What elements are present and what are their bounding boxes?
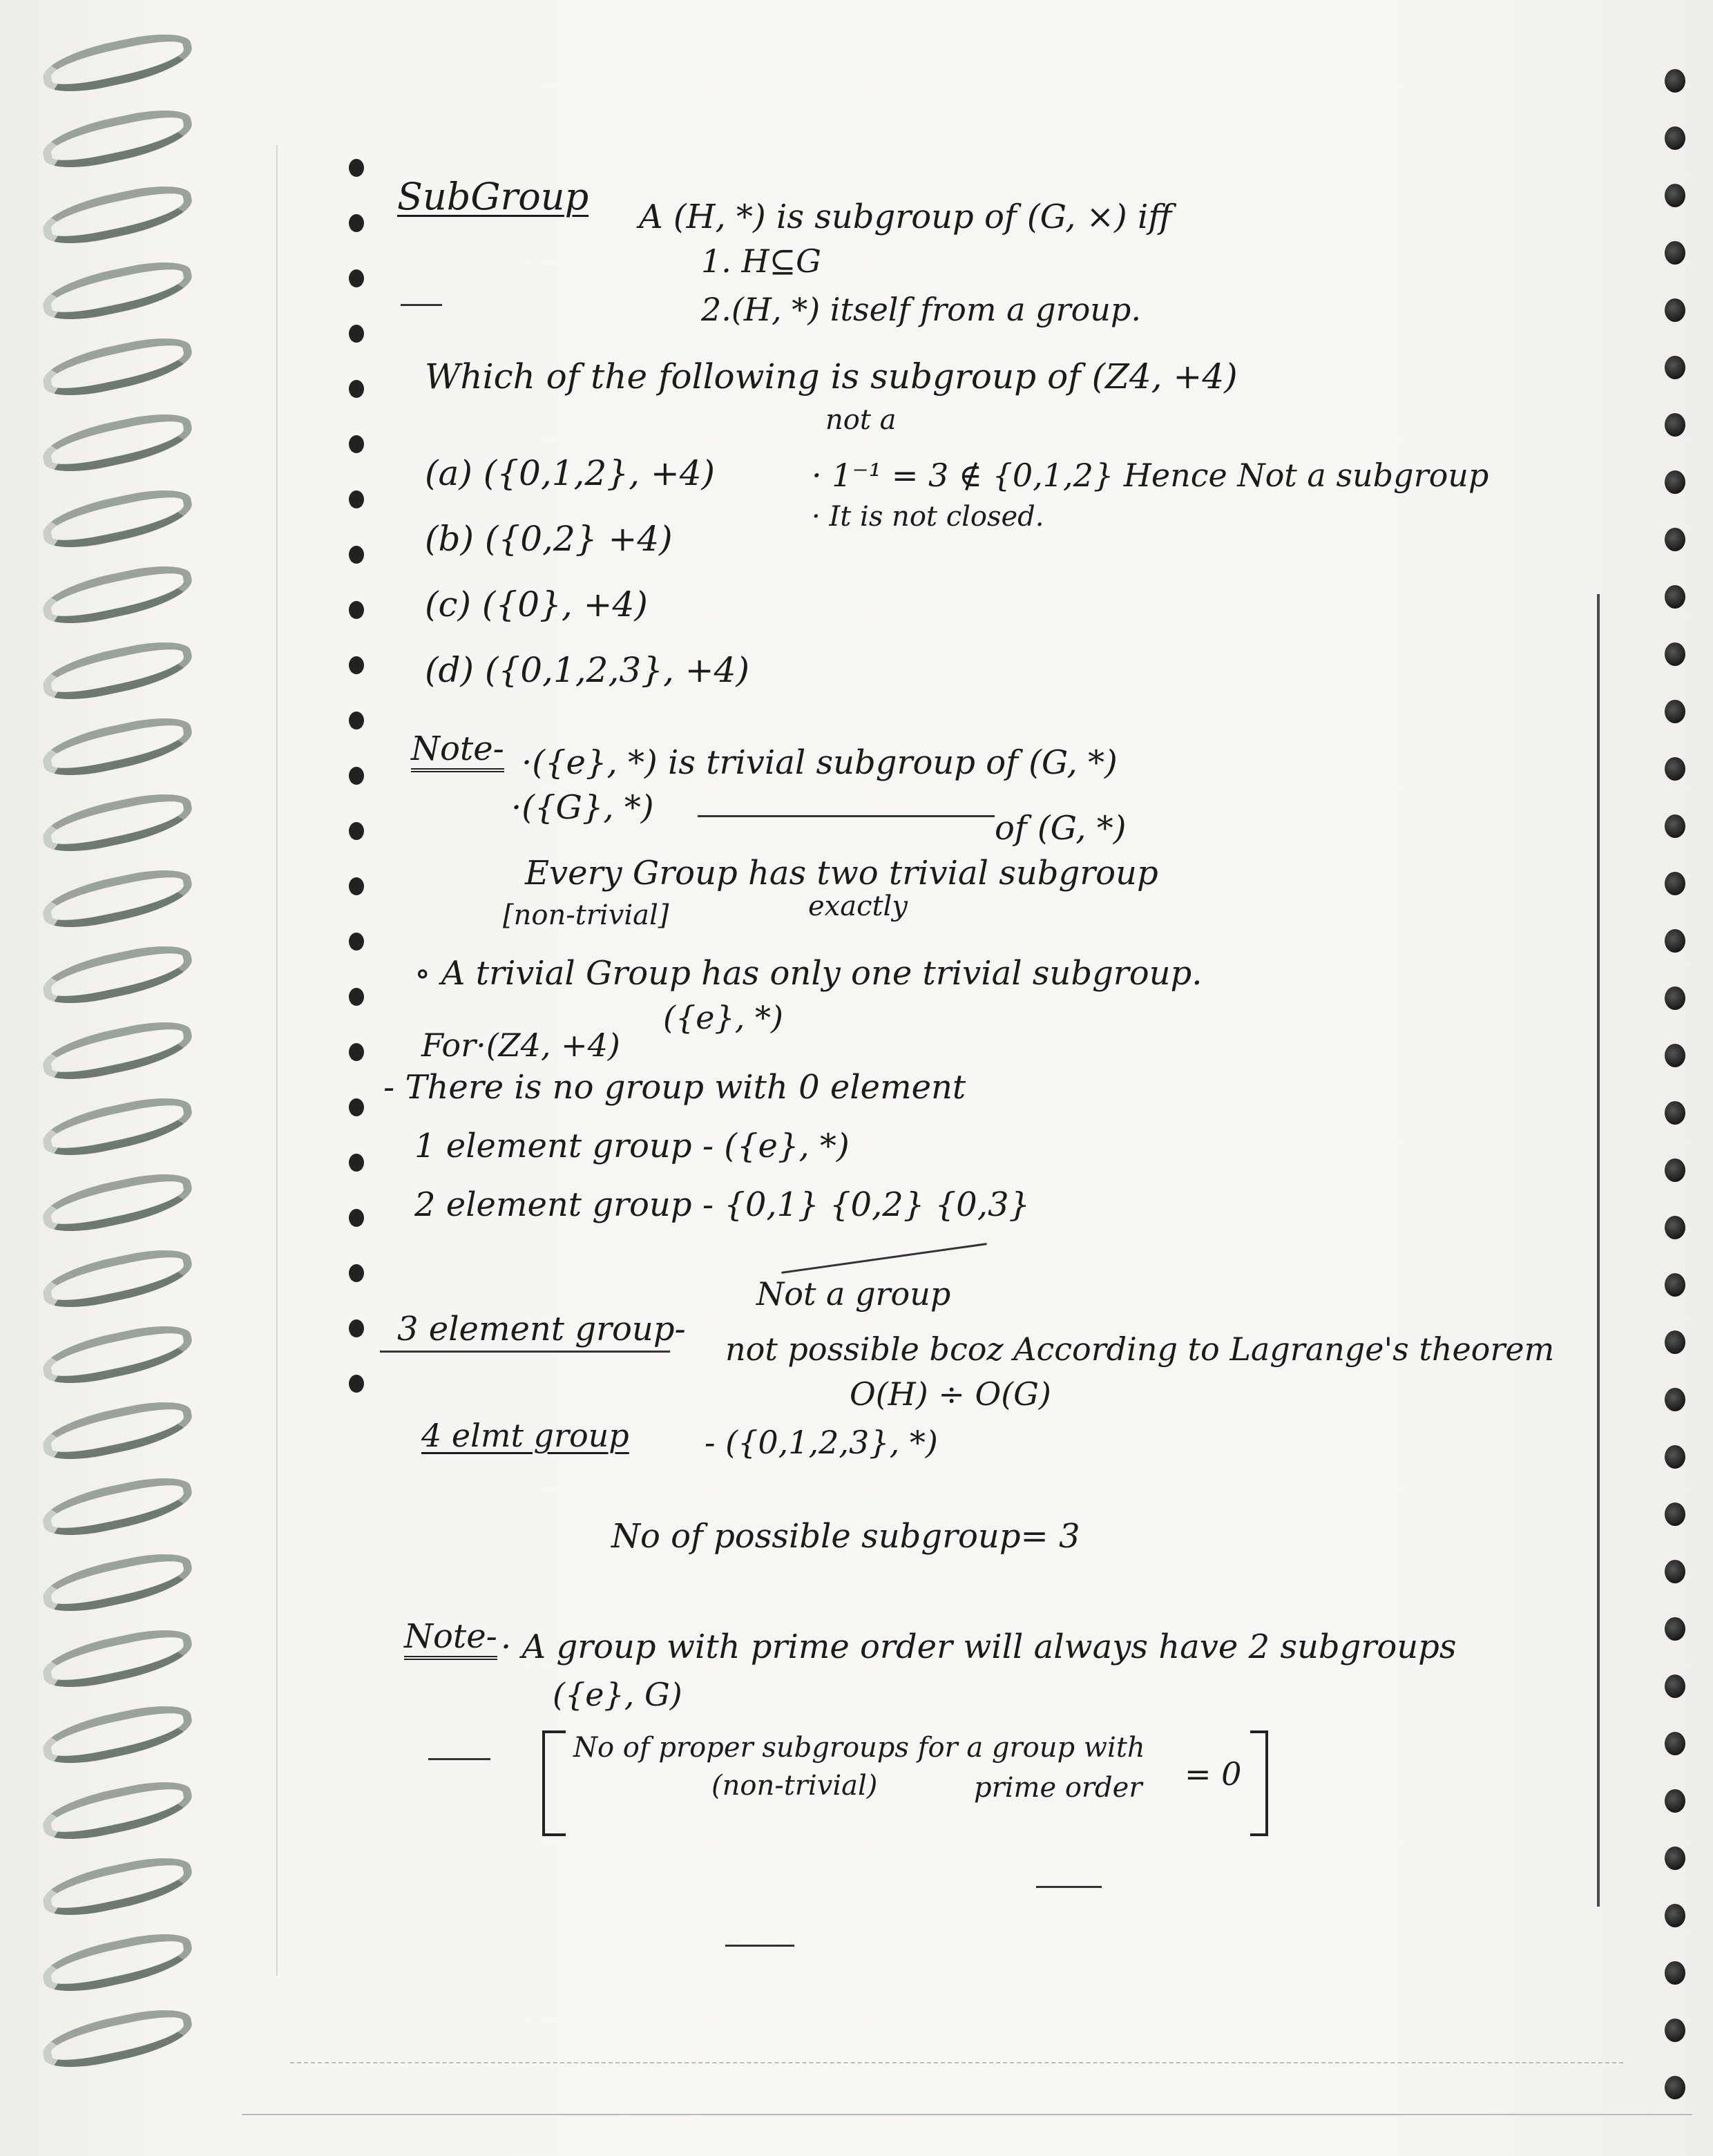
margin-dot [349, 1154, 364, 1172]
heading-title: SubGroup [397, 175, 589, 218]
margin-dot [349, 1264, 364, 1282]
right-hole [1665, 1904, 1685, 1927]
note2-line3-sub2: prime order [974, 1772, 1142, 1804]
spiral-ring [39, 634, 196, 707]
right-hole [1665, 69, 1685, 93]
margin-dot [349, 933, 364, 951]
note1-line2: ·({G}, *) [511, 788, 654, 827]
dash-mark [401, 304, 442, 306]
stray-dash [1036, 1886, 1102, 1888]
right-hole [1665, 700, 1685, 723]
spiral-binding [21, 41, 193, 2141]
margin-dot [349, 490, 364, 508]
option-c: (c) ({0}, +4) [425, 584, 648, 624]
right-hole [1665, 642, 1685, 666]
spiral-ring [39, 710, 196, 783]
right-hole [1665, 528, 1685, 551]
spiral-ring [39, 1850, 196, 1923]
margin-dot [349, 1043, 364, 1061]
margin-dot [349, 1375, 364, 1393]
one-element: 1 element group - ({e}, *) [414, 1127, 850, 1165]
note2-line2: ({e}, G) [553, 1676, 682, 1713]
spiral-ring [39, 1090, 196, 1163]
spiral-ring [39, 26, 196, 99]
pointer-line [781, 1243, 986, 1274]
right-hole [1665, 1560, 1685, 1583]
right-hole [1665, 1101, 1685, 1125]
spiral-ring [39, 938, 196, 1011]
note2-line3-sub: (non-trivial) [711, 1770, 878, 1802]
question-insert: not a [825, 404, 897, 436]
note1-line3: Every Group has two trivial subgroup [525, 854, 1158, 893]
spiral-ring [39, 1546, 196, 1619]
spiral-ring [39, 786, 196, 859]
right-hole [1665, 1847, 1685, 1870]
heading-definition: A (H, *) is subgroup of (G, ×) iff [639, 198, 1172, 236]
note2-line3: No of proper subgroups for a group with [573, 1732, 1145, 1764]
spiral-ring [39, 1166, 196, 1239]
stray-dash-2 [725, 1945, 794, 1947]
zero-element: - There is no group with 0 element [383, 1068, 966, 1107]
question-text: Which of the following is subgroup of (Z4, +4) [425, 356, 1238, 397]
spiral-ring [39, 1774, 196, 1847]
right-hole [1665, 1216, 1685, 1239]
spiral-ring [39, 1926, 196, 1999]
for-z4: For·(Z4, +4) [421, 1027, 620, 1064]
margin-dot [349, 601, 364, 619]
spiral-ring [39, 1014, 196, 1087]
spiral-ring [39, 178, 196, 251]
note1-label: Note- [411, 732, 504, 772]
three-element-text: not possible bcoz According to Lagrange's theorem [725, 1330, 1555, 1368]
right-hole [1665, 986, 1685, 1010]
right-hole [1665, 1789, 1685, 1813]
spiral-ring [39, 1622, 196, 1695]
spiral-ring [39, 1470, 196, 1543]
right-hole [1665, 184, 1685, 207]
margin-dot [349, 435, 364, 453]
right-hole [1665, 356, 1685, 379]
right-hole [1665, 1445, 1685, 1469]
margin-line [276, 145, 278, 1976]
four-element-text: - ({0,1,2,3}, *) [705, 1424, 938, 1461]
note1-line2-end: of (G, *) [995, 809, 1127, 848]
spiral-ring [39, 254, 196, 327]
right-hole [1665, 872, 1685, 895]
right-hole [1665, 1502, 1685, 1526]
spiral-ring [39, 406, 196, 479]
right-hole [1665, 2076, 1685, 2099]
right-hole [1665, 1961, 1685, 1985]
right-hole [1665, 1158, 1685, 1182]
right-hole [1665, 470, 1685, 494]
right-hole [1665, 1273, 1685, 1297]
margin-dot [349, 546, 364, 564]
note2-line1: · A group with prime order will always have 2 subgroups [501, 1628, 1457, 1666]
subgroup-count: No of possible subgroup= 3 [611, 1517, 1080, 1556]
note2-line3-end: = 0 [1185, 1755, 1242, 1793]
three-underline [380, 1351, 670, 1353]
spiral-ring [39, 482, 196, 555]
margin-dot [349, 767, 364, 785]
left-bracket [542, 1730, 566, 1836]
note1-caret-exactly: exactly [808, 890, 908, 922]
dashed-divider [290, 2062, 1623, 2063]
margin-dot [349, 1209, 364, 1227]
definition-condition-2: 2.(H, *) itself from a group. [701, 291, 1141, 328]
margin-dot [349, 877, 364, 895]
right-hole [1665, 241, 1685, 265]
margin-dot [349, 988, 364, 1006]
note1-caret-nontrivial: [non-trivial] [503, 899, 669, 931]
lagrange-formula: O(H) ÷ O(G) [850, 1375, 1051, 1413]
spiral-ring [39, 1242, 196, 1315]
margin-dot [349, 269, 364, 287]
note2-label: Note- [404, 1620, 497, 1660]
margin-dot [349, 1319, 364, 1337]
note1-line4: ∘ A trivial Group has only one trivial subgroup. [414, 954, 1203, 993]
spiral-ring [39, 1318, 196, 1391]
option-d: (d) ({0,1,2,3}, +4) [425, 650, 749, 690]
three-element-label: 3 element group- [397, 1310, 686, 1348]
spiral-ring [39, 102, 196, 175]
right-hole [1665, 585, 1685, 609]
spiral-ring [39, 1394, 196, 1467]
note1-line5: ({e}, *) [663, 999, 783, 1036]
right-hole [1665, 413, 1685, 437]
margin-dot [349, 325, 364, 343]
right-hole [1665, 1617, 1685, 1641]
margin-dash-1 [428, 1758, 490, 1760]
bottom-rule [242, 2114, 1692, 2115]
right-hole [1665, 1675, 1685, 1698]
reason-not-closed: · It is not closed. [812, 501, 1044, 533]
definition-condition-1: 1. H⊆G [701, 242, 821, 280]
spiral-ring [39, 2002, 196, 2075]
spiral-ring [39, 1698, 196, 1771]
reason-inverse: · 1⁻¹ = 3 ∉ {0,1,2} Hence Not a subgroup [812, 457, 1489, 494]
right-hole [1665, 1044, 1685, 1067]
margin-dot [349, 712, 364, 729]
right-hole [1665, 814, 1685, 838]
margin-dot [349, 380, 364, 398]
spiral-ring [39, 558, 196, 631]
right-hole [1665, 757, 1685, 781]
right-hole [1665, 126, 1685, 150]
option-a: (a) ({0,1,2}, +4) [425, 453, 716, 493]
margin-dot [349, 214, 364, 232]
right-hole [1665, 2019, 1685, 2042]
right-border-line [1597, 594, 1600, 1907]
margin-dot [349, 822, 364, 840]
margin-dot [349, 1098, 364, 1116]
note1-line1: ·({e}, *) is trivial subgroup of (G, *) [521, 743, 1118, 782]
spiral-ring [39, 862, 196, 935]
right-bracket [1250, 1730, 1268, 1836]
ditto-line [698, 815, 995, 817]
right-hole [1665, 298, 1685, 322]
four-element-label: 4 elmt group [421, 1417, 629, 1454]
right-hole [1665, 1732, 1685, 1755]
right-hole [1665, 929, 1685, 953]
not-a-group-note: Not a group [756, 1275, 951, 1313]
option-b: (b) ({0,2} +4) [425, 519, 673, 559]
two-element: 2 element group - {0,1} {0,2} {0,3} [414, 1185, 1031, 1224]
margin-dot [349, 159, 364, 177]
right-hole [1665, 1330, 1685, 1354]
margin-dot [349, 656, 364, 674]
right-hole [1665, 1388, 1685, 1411]
spiral-ring [39, 330, 196, 403]
